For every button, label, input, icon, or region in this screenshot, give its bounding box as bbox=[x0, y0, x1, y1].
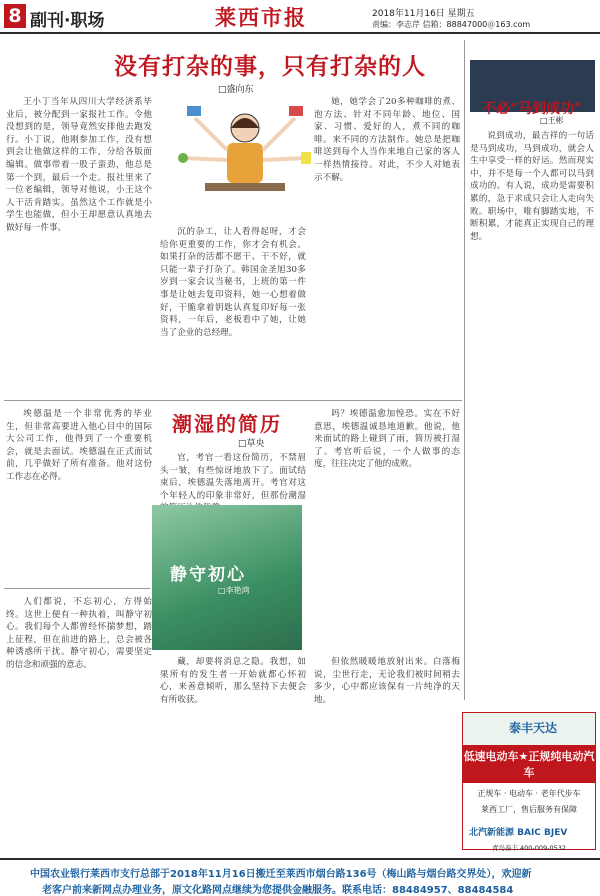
ad-line-2: 莱西工厂，售后服务有保障 bbox=[481, 805, 577, 814]
office-worker-illustration bbox=[175, 88, 315, 218]
editor-info: 责编：李志芹 信箱：88847000＠163.com bbox=[372, 20, 531, 29]
section-title: 副刊·职场 bbox=[30, 11, 105, 31]
column-divider bbox=[464, 40, 465, 700]
article1-column-1: 王小丁当年从四川大学经济系毕业后，被分配到一家报社工作。令他没想到的是，领导竟然安排他去跑发行。小丁说，他刚参加工作，没有想到会让他做这样的工作，分给各版面编辑。做事带着一股子蛮劲，他总是第一个到，最后一个走。报社里来了一位老编辑，领导对他说，小王这个人干活肯踏实。虽然这个工作就是小学生也能做，但小王却愿意认真地去做好每一件事。 bbox=[6, 97, 152, 233]
footer-line-1: 中国农业银行莱西市支行总部于2018年11月16日搬迁至莱西市烟台路136号（梅山路与烟台路交界处），欢迎新 bbox=[30, 869, 532, 880]
ad-headline: 低速电动车★正规纯电动汽车 bbox=[463, 745, 595, 783]
page-number: 8 bbox=[4, 4, 26, 28]
article1-column-2: 沉的杂工，让人看得起呀，才会给你更重要的工作，你才会有机会。如果打杂的活都不愿干、干不好，就只能一辈子打杂了。韩国金圣旭30多岁到一家会议当秘书，上班的第一件事是让她去复印资料，她一心想着做好，干脆拿着钥匙认真复印好每一张资料，一年后，老板看中了她，让她当了企业的总经理。 bbox=[160, 227, 306, 338]
article3-title: 静守初心 bbox=[170, 565, 246, 585]
ad-brand-bar bbox=[463, 713, 595, 745]
article2-byline: □草央 bbox=[238, 439, 265, 449]
article-right-title: 不必“马到成功” bbox=[482, 101, 583, 117]
issue-date: 2018年11月16日 星期五 bbox=[372, 9, 475, 19]
article3-column-1: 人们都说，不忘初心，方得始终。这世上便有一种执着，叫静守初心。我们每个人都曾经怀揣梦想，踏上征程，但在前进的路上，总会被各种诱惑所干扰。静守初心，需要坚定的信念和顽强的意志。 bbox=[6, 597, 152, 670]
article2-title: 潮湿的简历 bbox=[172, 412, 282, 436]
masthead: 莱西市报 bbox=[215, 5, 307, 30]
ad-line-1: 正规车 · 电动车 · 老年代步车 bbox=[477, 789, 581, 798]
footer-line-2: 老客户前来新网点办理业务，原文化路网点继续为您提供金融服务。联系电话：88484957、88484584 bbox=[42, 885, 514, 896]
article-right-body: 说到成功，最吉祥的一句话是马到成功，马到成功，就会人生中享受一样的好运。然而现实中，并不是每一个人都可以马到成功的。有人说，成功是需要积累的，急于求成只会让人走向失败。职场中，唯有脚踏实地，不断积累，才能真正实现自己的理想。 bbox=[470, 131, 594, 242]
article1-title: 没有打杂的事，只有打杂的人 bbox=[114, 53, 426, 80]
article2-column-3: 吗？埃德温愈加惶恐。实在不好意思，埃德温诚恳地道歉。他说，他来面试的路上碰到了雨，简历被打湿了。考官听后说，一个人做事的态度，往往决定了他的成败。 bbox=[314, 409, 460, 470]
article2-column-2: 官，考官一看这份简历，不禁眉头一皱，有些惊讶地放下了。面试结束后，埃德温失落地离开。考官对这个年轻人的印象非常好，但那份潮湿 bbox=[160, 453, 306, 501]
ad-logo: 北汽新能源 BAIC BJEV bbox=[469, 828, 568, 838]
section-divider bbox=[4, 400, 462, 401]
ad-brand: 泰丰天达 bbox=[509, 721, 558, 735]
article3-byline: □李艳鸿 bbox=[218, 586, 250, 595]
article-right-byline: □王彬 bbox=[540, 116, 564, 125]
article1-byline: □盛向东 bbox=[218, 85, 254, 95]
ad-address: 青岛泰丰 400-009-0532 bbox=[491, 844, 567, 852]
article3-column-3: 但依然暖暖地放射出来。白落梅说，尘世行走，无论我们被时间稍去多少，心中都应该保有一片纯净的天地。 bbox=[314, 657, 460, 705]
article1-column-3: 她，她学会了20多种咖啡的煮、泡方法、针对不同年龄、地位、国家、习惯、爱好的人，煮不同的咖啡。来不同的方法制作。她总是把咖啡送到每个人当作来地自己家的客人一样热情接待。对此，不少人对她表示不解。 bbox=[314, 97, 460, 183]
section-divider bbox=[4, 588, 150, 589]
article3-column-2: 藏，却要将消息之隐。我想，如果所有的发生者一开始就都心怀初心，来善意倾听，那么坚持下去便会有所收获。 bbox=[160, 657, 306, 705]
article2-column-1: 埃德温是一个非常优秀的毕业生，但非常高要进入他心目中的国际大公司工作，他得到了一个重要机会，就是去面试。埃德温在正式面试前，几乎做好了所有准备。他对这份工作志在必得。 bbox=[6, 409, 152, 482]
footer-notice bbox=[0, 858, 600, 896]
page-header bbox=[0, 0, 600, 34]
car-dealer-ad bbox=[462, 712, 596, 850]
